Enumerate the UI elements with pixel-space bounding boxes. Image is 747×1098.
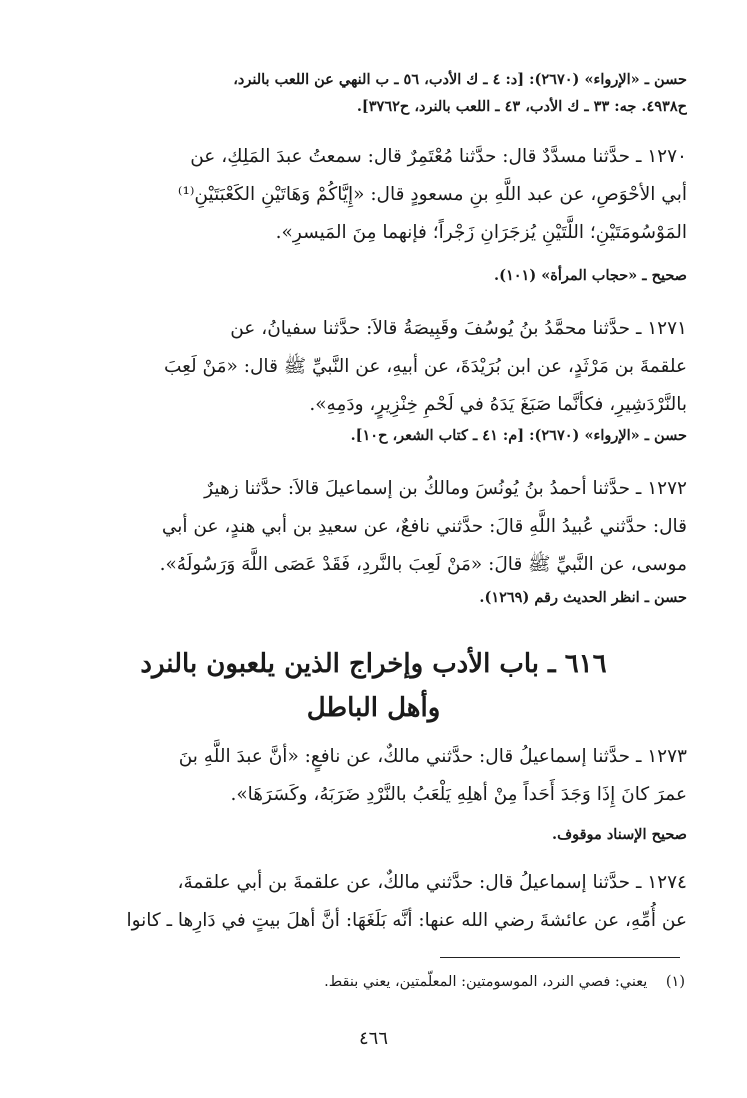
chapter-heading [60,642,687,730]
text-line: موسى، عن النَّبيِّ ﷺ قالَ: «مَنْ لَعِبَ بالنَّردِ، فَقَدْ عَصَى اللَّهَ وَرَسُولَهُ». [159,554,687,575]
text-line: صحيح ـ «حجاب المرأة» (١٠١). [494,267,687,284]
page-number: ٤٦٦ [358,1028,388,1049]
text-line: ١٢٧٠ ـ حدَّثنا مسدَّدٌ قال: حدَّثنا مُعْتَمِرٌ قال: سمعتُ عبدَ المَلِكِ، عن [190,146,687,167]
text-line: بالنَّرْدَشِيرِ، فكأنَّما صَبَغَ يَدَهُ في لَحْمِ خِنْزِيرٍ، ودَمِهِ». [309,394,687,415]
text-line: ١٢٧١ ـ حدَّثنا محمَّدُ بنُ يُوسُفَ وقَبِيصَةُ قالاَ: حدَّثنا سفيانُ، عن [230,318,687,339]
text-line: عمرَ كانَ إِذَا وَجَدَ أَحَداً مِنْ أهلِهِ يَلْعَبُ بالنَّرْدِ ضَرَبَهُ، وكَسَرَهَا». [230,784,687,805]
grade-note-1 [68,66,687,120]
grade-note-4 [68,586,687,610]
text-line: حسن ـ «الإرواء» (٢٦٧٠): [م: ٤١ ـ كتاب الشعر، ح١٠]. [350,427,687,444]
text-line: ١٢٧٣ ـ حدَّثنا إسماعيلُ قال: حدَّثني مالكٌ، عن نافعٍ: «أنَّ عبدَ اللَّهِ بنَ [178,746,687,767]
grade-note-3 [68,424,687,448]
text-line: ح٤٩٣٨. جه: ٣٣ ـ ك الأدب، ٤٣ ـ اللعب بالنرد، ح٣٧٦٢]. [356,98,687,115]
text-line: المَوْسُومَتَيْنِ؛ اللَّتَيْنِ يُزجَرَانِ زَجْراً؛ فإنهما مِنَ المَيسرِ». [275,222,687,243]
hadith-1273 [68,738,687,814]
text-line: ١٢٧٢ ـ حدَّثنا أحمدُ بنُ يُونُسَ ومالكُ بن إسماعيلَ قالاَ: حدَّثنا زهيرٌ [204,478,687,499]
text-line: حسن ـ «الإرواء» (٢٦٧٠): [د: ٤ ـ ك الأدب، ٥٦ ـ ب النهي عن اللعب بالنرد، [233,71,687,88]
footnote-text: يعني: فصي النرد، الموسومتين: المعلّمتين، يعني بنقط. [324,974,648,990]
text-line: صحيح الإسناد موقوف. [552,826,687,843]
grade-note-2 [68,264,687,288]
text-line: علقمةَ بن مَرْثَدٍ، عن ابن بُرَيْدَةَ، عن أبيهِ، عن النَّبيِّ ﷺ قال: «مَنْ لَعِبَ [163,356,687,377]
heading-line: وأهل الباطل [306,693,441,723]
hadith-1274 [68,864,687,940]
footnote-divider [440,957,680,958]
hadith-1270 [68,138,687,252]
hadith-1272 [68,470,687,584]
footnote-number: (١) [665,974,685,990]
text-line: عن أُمِّهِ، عن عائشةَ رضي الله عنها: أنَّه بَلَغَهَا: أنَّ أهلَ بيتٍ في دَارِها ـ كانوا [126,910,687,931]
heading-line: ٦١٦ ـ باب الأدب وإخراج الذين يلعبون بالنرد [140,649,607,679]
grade-note-5 [68,823,687,847]
hadith-1271 [68,310,687,424]
text-line: قال: حدَّثني عُبيدُ اللَّهِ قالَ: حدَّثني نافعٌ، عن سعيدِ بن أبي هندٍ، عن أبي [161,516,687,537]
text-line: حسن ـ انظر الحديث رقم (١٢٦٩). [479,589,687,606]
text-line: أبي الأحْوَصِ، عن عبد اللَّهِ بنِ مسعودٍ قال: «إِيَّاكُمْ وَهَاتَيْنِ الكَعْبَتَيْنِ⁽¹⁾ [177,184,687,205]
text-line: ١٢٧٤ ـ حدَّثنا إسماعيلُ قال: حدَّثني مالكٌ، عن علقمةَ بن أبي علقمةَ، [177,872,687,893]
footnote [68,970,685,994]
